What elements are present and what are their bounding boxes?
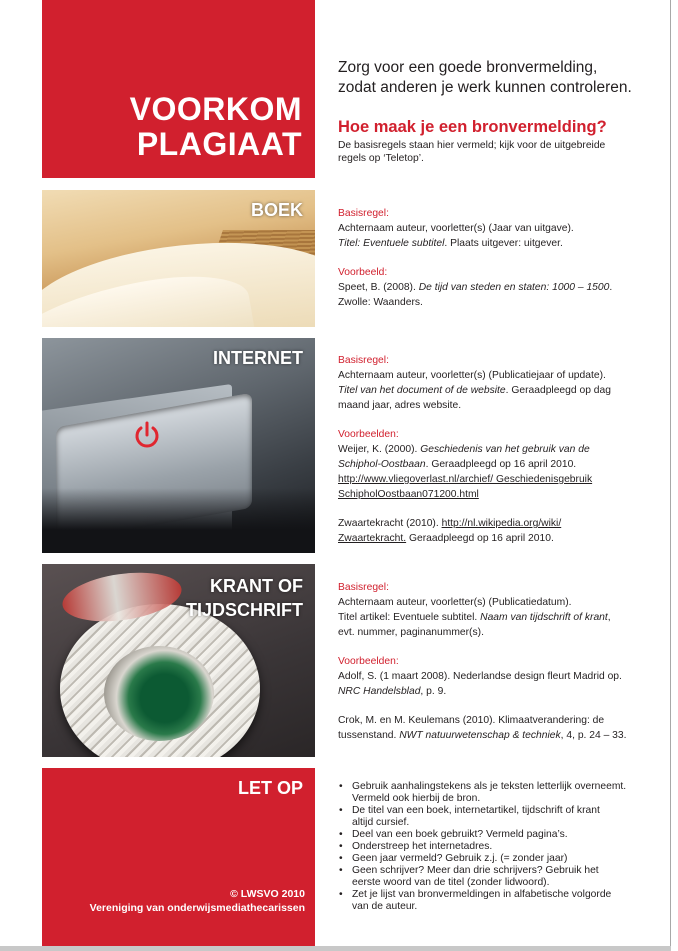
internet-section [338, 353, 660, 546]
let-op-item [338, 829, 660, 841]
let-op-item-line: • De titel van een boek, internetartikel, tijdschrift of krant [352, 805, 600, 816]
title-banner [42, 0, 315, 178]
howto-subtext [338, 139, 660, 165]
let-op-banner [42, 768, 315, 946]
book-image [42, 190, 315, 327]
let-op-item [338, 889, 660, 913]
internet-rule-line-2 [338, 383, 660, 398]
internet-ex2-line-2 [338, 531, 660, 546]
section-label-let-op: LET OP [237, 778, 303, 798]
newspaper-inner [104, 646, 214, 741]
internet-ex2-line-1 [338, 516, 660, 531]
boek-example-label: Voorbeeld: [338, 267, 388, 278]
let-op-item-line: • Geen schrijver? Meer dan drie schrijvers? Gebruik het [352, 865, 599, 876]
let-op-item-line: Vermeld ook hierbij de bron. [352, 793, 481, 804]
krant-ex1-source: NRC Handelsblad [338, 686, 421, 697]
footer-credits [90, 887, 305, 915]
page-edge-right [670, 0, 671, 951]
let-op-item-line: • Zet je lijst van bronvermeldingen in alfabetische volgorde [352, 889, 612, 900]
internet-ex1-title-cont: Schiphol-Oostbaan [338, 459, 426, 470]
let-op-item-line: eerste woord van de titel (zonder lidwoord). [352, 877, 550, 888]
krant-ex1-line-2 [338, 684, 660, 699]
let-op-item [338, 781, 660, 805]
intro-line-2: zodat anderen je werk kunnen controleren. [338, 79, 632, 96]
krant-rule-source: Naam van tijdschrift of krant [480, 612, 608, 623]
krant-ex1-rest: , p. 9. [420, 686, 447, 697]
internet-rule-line-3: maand jaar, adres website. [338, 400, 462, 411]
boek-rule-line-1: Achternaam auteur, voorletter(s) (Jaar van uitgave). [338, 223, 574, 234]
boek-rule-title: Titel: Eventuele subtitel [338, 238, 445, 249]
section-label-boek: BOEK [250, 200, 303, 220]
let-op-list [338, 781, 660, 913]
title-line-1: VOORKOM [129, 91, 302, 127]
internet-ex1-line-1 [338, 442, 660, 457]
howto-heading: Hoe maak je een bronvermelding? [338, 118, 607, 136]
let-op-item-line: • Geen jaar vermeld? Gebruik z.j. (= zonder jaar) [352, 853, 568, 864]
krant-label-line-1: KRANT OF [210, 576, 303, 596]
organization-name: Vereniging van onderwijsmediathecarissen [89, 902, 305, 914]
krant-ex1-line-1: Adolf, S. (1 maart 2008). Nederlandse design fleurt Madrid op. [338, 671, 622, 682]
let-op-item [338, 841, 660, 853]
newspaper-image [42, 564, 315, 757]
internet-rule-rest: . Geraadpleegd op dag [505, 385, 611, 396]
krant-examples-label: Voorbeelden: [338, 656, 399, 667]
internet-examples-label: Voorbeelden: [338, 429, 399, 440]
internet-ex1-author: Weijer, K. (2000). [338, 444, 421, 455]
section-label-krant [186, 574, 303, 622]
intro-line-1: Zorg voor een goede bronvermelding, [338, 59, 598, 76]
internet-ex2-rest: Geraadpleegd op 16 april 2010. [406, 533, 554, 544]
internet-ex2-author: Zwaartekracht (2010). [338, 518, 442, 529]
internet-rule-title: Titel van het document of de website [338, 385, 506, 396]
krant-rule-line-3: evt. nummer, paginanummer(s). [338, 627, 484, 638]
power-icon [130, 418, 164, 452]
let-op-item-line: • Deel van een boek gebruikt? Vermeld pagina’s. [352, 829, 568, 840]
page-edge-bottom [0, 946, 671, 951]
krant-ex2-line-2 [338, 728, 660, 743]
let-op-item-line: altijd cursief. [352, 817, 410, 828]
internet-ex1-url-line-2[interactable]: SchipholOostbaan071200.html [338, 489, 479, 500]
internet-ex1-line-2 [338, 457, 660, 472]
krant-rule-comma: , [607, 612, 611, 623]
internet-rule-label: Basisregel: [338, 355, 389, 366]
let-op-item-line: • Onderstreep het internetadres. [352, 841, 493, 852]
internet-ex1-url-line-1[interactable]: http://www.vliegoverlast.nl/archief/ Geschiedenisgebruik [338, 474, 593, 485]
internet-rule-line-1: Achternaam auteur, voorletter(s) (Publicatiejaar of update). [338, 370, 606, 381]
let-op-item-line: van de auteur. [352, 901, 418, 912]
krant-rule-line-1: Achternaam auteur, voorletter(s) (Publicatiedatum). [338, 597, 572, 608]
krant-rule-article: Titel artikel: Eventuele subtitel. [338, 612, 481, 623]
copyright: © LWSVO 2010 [230, 888, 305, 900]
boek-section [338, 206, 660, 310]
let-op-item [338, 853, 660, 865]
boek-rule-rest: . Plaats uitgever: uitgever. [444, 238, 563, 249]
internet-ex2-url[interactable]: http://nl.wikipedia.org/wiki/ [441, 518, 562, 529]
boek-rule-label: Basisregel: [338, 208, 389, 219]
internet-ex1-rest: . Geraadpleegd op 16 april 2010. [425, 459, 577, 470]
computer-shadow [42, 488, 315, 553]
computer-image [42, 338, 315, 553]
internet-ex2-url-cont[interactable]: Zwaartekracht. [338, 533, 407, 544]
page-title [130, 92, 302, 162]
boek-example-title: De tijd van steden en staten: 1000 – 1500 [418, 282, 610, 293]
krant-label-line-2: TIJDSCHRIFT [186, 600, 303, 620]
section-label-internet: INTERNET [213, 348, 303, 368]
howto-sub-line-2: regels op ‘Teletop’. [338, 153, 424, 164]
krant-ex2-rest: , 4, p. 24 – 33. [560, 730, 627, 741]
boek-rule-line-2 [338, 236, 660, 251]
krant-ex2-line-1: Crok, M. en M. Keulemans (2010). Klimaatverandering: de [338, 715, 605, 726]
krant-rule-line-2 [338, 610, 660, 625]
let-op-item [338, 865, 660, 889]
boek-example-line-1 [338, 280, 660, 295]
krant-rule-label: Basisregel: [338, 582, 389, 593]
boek-example-line-2: Zwolle: Waanders. [338, 297, 423, 308]
krant-section [338, 580, 660, 743]
internet-ex1-title: Geschiedenis van het gebruik van de [420, 444, 590, 455]
let-op-item-line: • Gebruik aanhalingstekens als je teksten letterlijk overneemt. [352, 781, 627, 792]
title-line-2: PLAGIAAT [136, 126, 302, 162]
boek-example-author: Speet, B. (2008). [338, 282, 419, 293]
boek-example-dot: . [609, 282, 613, 293]
howto-sub-line-1: De basisregels staan hier vermeld; kijk voor de uitgebreide [338, 140, 606, 151]
krant-ex2-source: NWT natuurwetenschap & techniek [399, 730, 561, 741]
intro-text [338, 58, 660, 98]
krant-ex2-title-end: tussenstand. [338, 730, 400, 741]
let-op-item [338, 805, 660, 829]
